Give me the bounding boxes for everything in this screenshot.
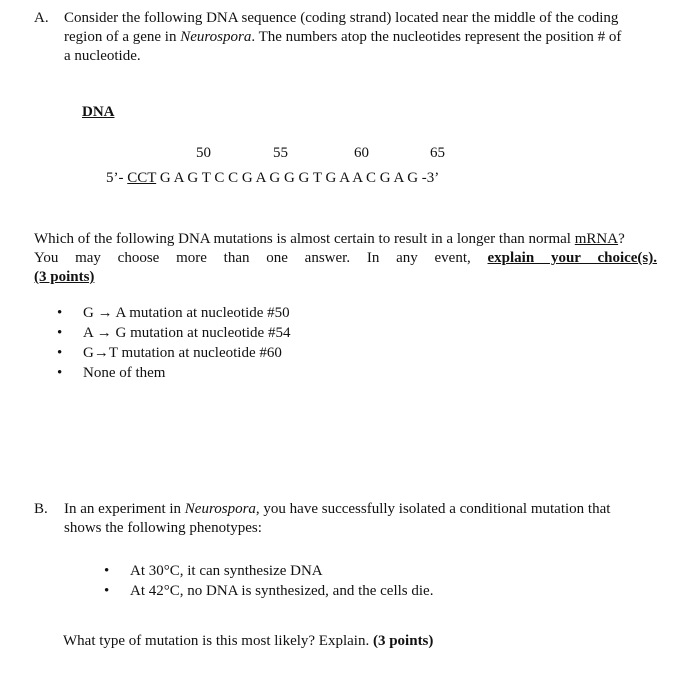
dna-sequence bbox=[106, 169, 439, 188]
question-a-line-2 bbox=[34, 249, 657, 268]
option-text-3: G→T mutation at nucleotide #60 bbox=[83, 345, 282, 361]
part-a-text bbox=[64, 9, 621, 66]
part-b-text bbox=[64, 500, 610, 538]
bullet-icon: • bbox=[104, 583, 110, 599]
part-a-line-2-post: . The numbers atop the nucleotides represent the position # of bbox=[251, 29, 622, 45]
question-b-points: (3 points) bbox=[372, 633, 434, 649]
position-60: 60 bbox=[354, 145, 369, 161]
part-a-line-1: Consider the following DNA sequence (coding strand) located near the middle of the coding bbox=[64, 10, 619, 26]
sequence-rest: G A G T C C G A G G G T G A A C G A G -3’ bbox=[156, 170, 440, 186]
part-b-line-1 bbox=[64, 500, 610, 519]
part-b-line-2: shows the following phenotypes: bbox=[64, 520, 262, 536]
bullet-icon: • bbox=[57, 305, 63, 321]
part-a-line-3: a nucleotide. bbox=[64, 48, 141, 64]
sequence-underlined-codon: CCT bbox=[127, 170, 157, 186]
mrna-term: mRNA bbox=[574, 231, 619, 247]
dna-heading: DNA bbox=[82, 104, 115, 120]
explain-instruction: explain your choice(s). bbox=[487, 250, 658, 266]
question-b bbox=[63, 632, 433, 651]
question-a-line-1-post: ? bbox=[618, 231, 625, 247]
phenotype-text-2: At 42°C, no DNA is synthesized, and the cells die. bbox=[130, 583, 434, 599]
part-b-line-1-pre: In an experiment in bbox=[64, 501, 185, 517]
option-text-4: None of them bbox=[83, 365, 166, 381]
question-a-line-2-pre: You may choose more than one answer. In any event, bbox=[34, 250, 488, 266]
option-text-1: G → A mutation at nucleotide #50 bbox=[83, 305, 290, 321]
bullet-icon: • bbox=[104, 563, 110, 579]
bullet-icon: • bbox=[57, 345, 63, 361]
organism-name-b: Neurospora bbox=[184, 501, 256, 517]
part-a-line-2-pre: region of a gene in bbox=[64, 29, 181, 45]
position-55: 55 bbox=[273, 145, 288, 161]
question-a-points: (3 points) bbox=[34, 269, 95, 285]
bullet-icon: • bbox=[57, 325, 63, 341]
bullet-icon: • bbox=[57, 365, 63, 381]
phenotype-text-1: At 30°C, it can synthesize DNA bbox=[130, 563, 323, 579]
question-a-line-1 bbox=[34, 230, 657, 249]
position-65: 65 bbox=[430, 145, 445, 161]
sequence-prefix: 5’- bbox=[106, 170, 128, 186]
question-b-text: What type of mutation is this most likely? Explain. bbox=[63, 633, 373, 649]
part-b-line-1-post: , you have successfully isolated a conditional mutation that bbox=[255, 501, 611, 517]
part-a-line-2 bbox=[64, 28, 621, 47]
question-a-line-1-pre: Which of the following DNA mutations is almost certain to result in a longer than normal bbox=[34, 231, 575, 247]
position-50: 50 bbox=[196, 145, 211, 161]
part-a-label: A. bbox=[34, 10, 49, 26]
organism-name: Neurospora bbox=[180, 29, 252, 45]
question-a bbox=[34, 230, 657, 287]
option-text-2: A → G mutation at nucleotide #54 bbox=[83, 325, 291, 341]
part-b-label: B. bbox=[34, 501, 48, 517]
position-numbers bbox=[0, 144, 697, 164]
